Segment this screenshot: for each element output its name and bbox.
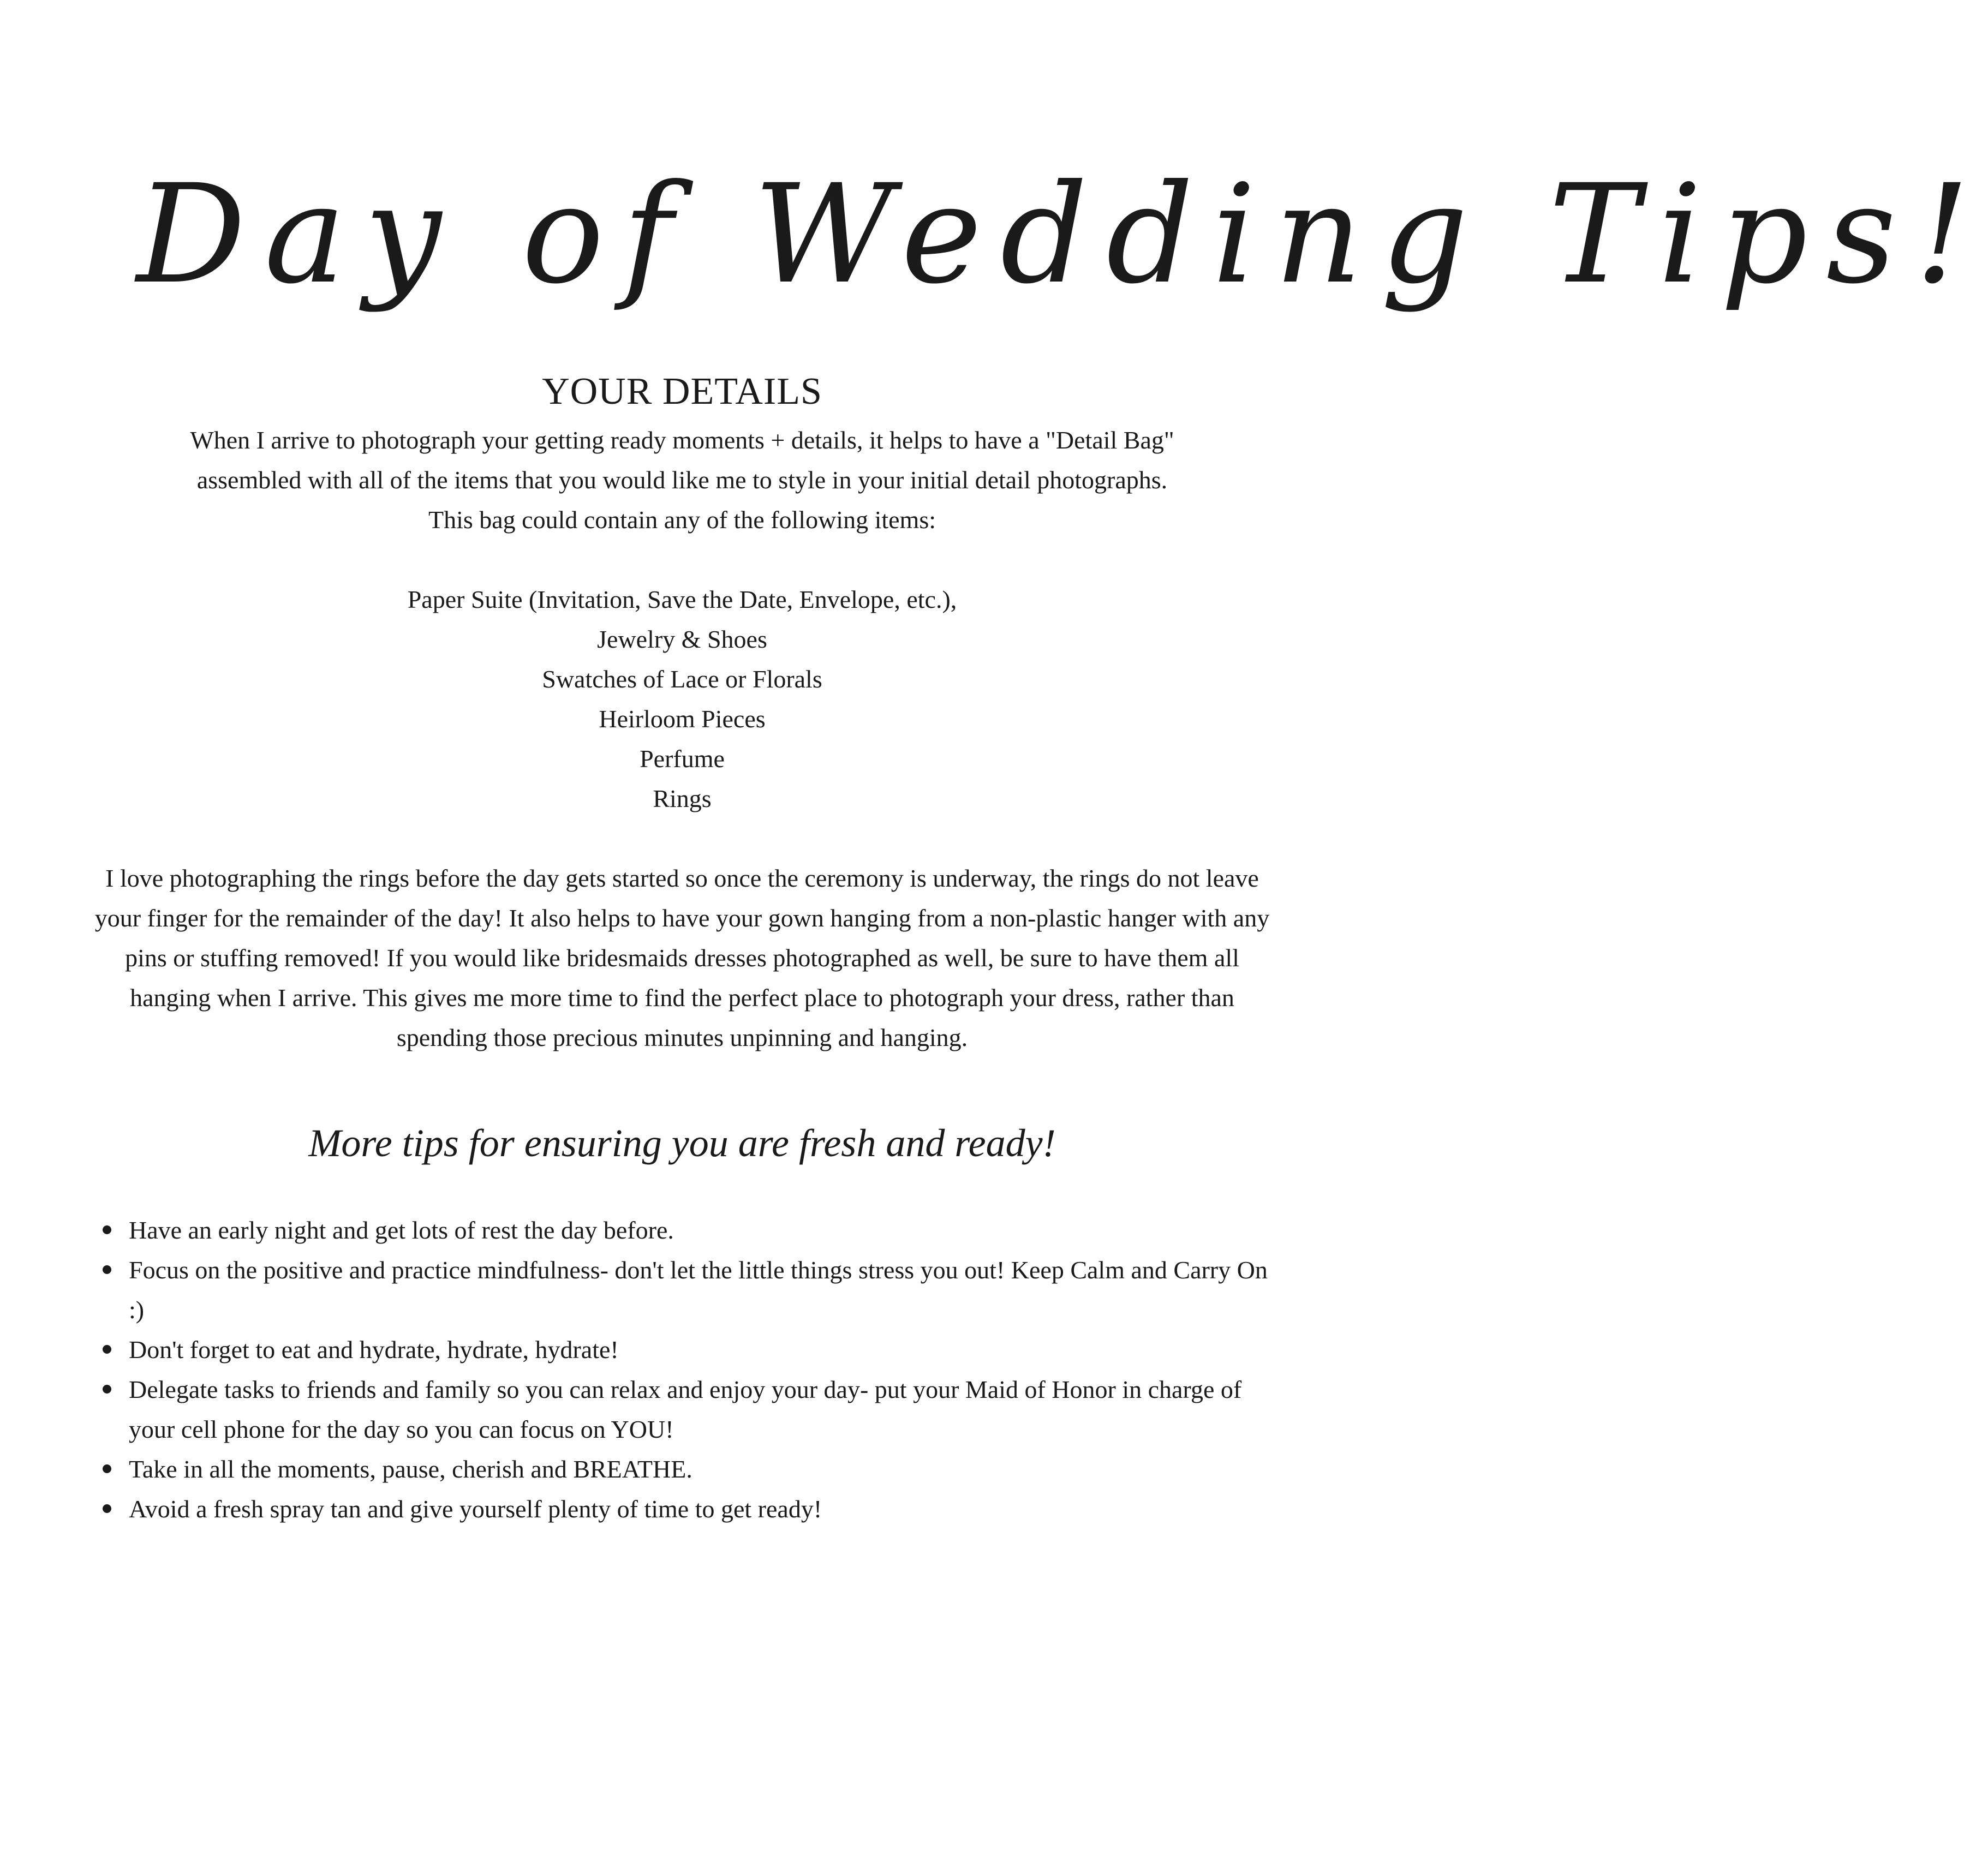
detail-item: Paper Suite (Invitation, Save the Date, Envelope, etc.), [407,585,957,613]
tip-item [98,1210,1277,1250]
tip-text: Take in all the moments, pause, cherish and BREATHE. [129,1455,692,1483]
bullet-icon [103,1225,111,1234]
tip-item [98,1449,1277,1489]
detail-item: Perfume [640,745,725,773]
tip-text: Don't forget to eat and hydrate, hydrate, hydrate! [129,1336,619,1363]
tip-text: Focus on the positive and practice mindfulness- don't let the little things stress you out! Keep Calm and Carry On :) [129,1256,1268,1324]
detail-item: Swatches of Lace or Florals [542,665,822,693]
bullet-icon [103,1504,111,1513]
detail-item: Rings [653,785,712,812]
tips-list [98,1210,1277,1529]
detail-items-list [0,579,1364,818]
tip-item [98,1330,1277,1369]
tips-subheading: More tips for ensuring you are fresh and ready! [308,1121,1056,1165]
rings-gown-paragraph: I love photographing the rings before the day gets started so once the ceremony is underway, the rings do not leave your finger for the remainder of the day! It also helps to have your gown hanging from a non-plastic hanger with any pins or stuffing removed! If you would like bridesmaids dresses photographed as well, be sure to have them all hanging when I arrive. This gives me more time to find the perfect place to photograph your dress, rather than spending those precious minutes unpinning and hanging. [94,864,1270,1051]
tip-item [98,1250,1277,1330]
tip-item [98,1369,1277,1449]
page-title: Day of Wedding Tips! [136,155,1988,314]
bullet-icon [103,1464,111,1473]
bullet-icon [103,1385,111,1393]
tip-item [98,1489,1277,1529]
section-heading-your-details: YOUR DETAILS [542,370,822,412]
bullet-icon [103,1345,111,1354]
intro-line: When I arrive to photograph your getting ready moments + details, it helps to have a "Detail Bag" [190,426,1174,454]
tip-text: Avoid a fresh spray tan and give yourself plenty of time to get ready! [129,1495,822,1523]
detail-item: Heirloom Pieces [599,705,766,733]
tip-text: Delegate tasks to friends and family so you can relax and enjoy your day- put your Maid of Honor in charge of your cell phone for the day so you can focus on YOU! [129,1375,1242,1443]
intro-line: This bag could contain any of the following items: [428,506,936,534]
intro-text [82,420,1282,540]
bullet-icon [103,1265,111,1274]
tip-text: Have an early night and get lots of rest the day before. [129,1216,674,1244]
detail-item: Jewelry & Shoes [597,625,767,653]
intro-line: assembled with all of the items that you would like me to style in your initial detail photographs. [196,466,1168,494]
